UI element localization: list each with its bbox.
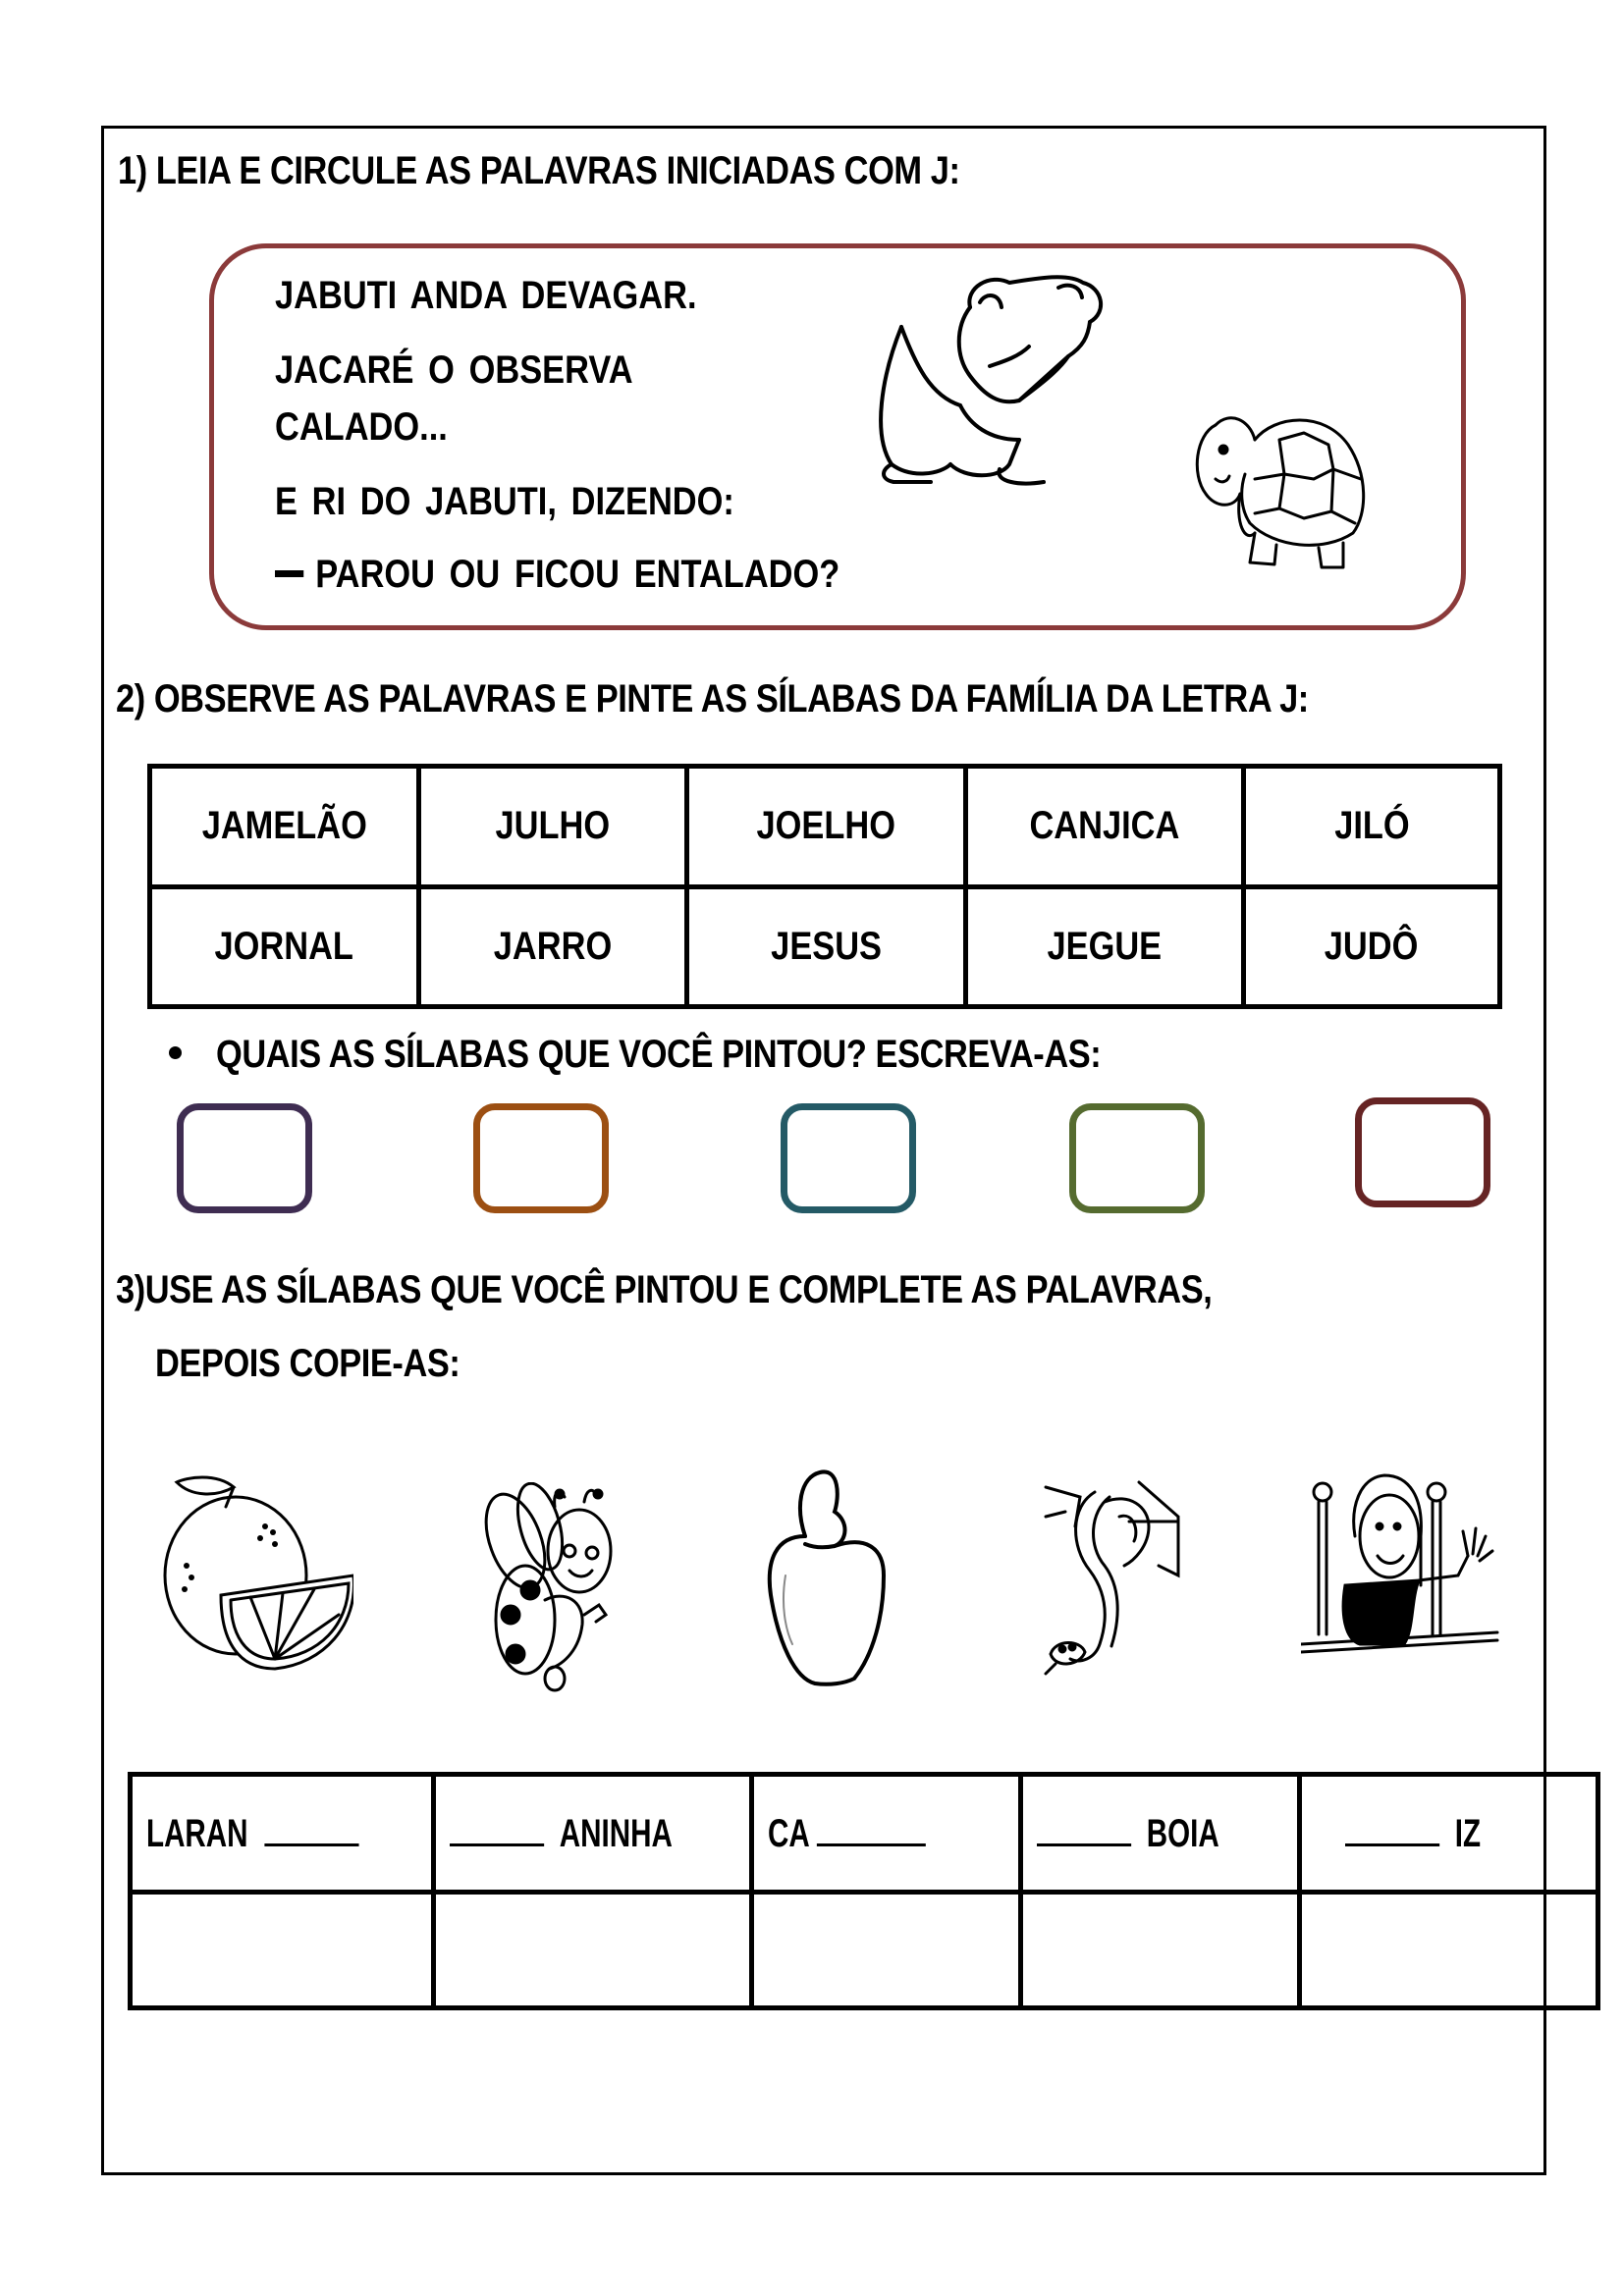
table-row xyxy=(131,1775,1598,1893)
table-row xyxy=(131,1893,1598,2008)
bullet-icon xyxy=(169,1046,182,1059)
question3-title-line1: 3)USE AS SÍLABAS QUE VOCÊ PINTOU E COMPLETE AS PALAVRAS, xyxy=(116,1268,1213,1311)
story-line-5-text[interactable]: PAROU OU FICOU ENTALADO? xyxy=(315,553,840,596)
story-line-3[interactable]: CALADO... xyxy=(275,405,448,449)
table-row xyxy=(150,767,1500,887)
syllable-word-table xyxy=(147,764,1502,1009)
story-line-5[interactable] xyxy=(275,553,839,597)
complete-word-cell-3[interactable]: CA xyxy=(752,1775,1021,1893)
syllable-answer-box-2[interactable] xyxy=(473,1103,609,1213)
syllable-answer-box-5[interactable] xyxy=(1355,1097,1490,1207)
blank-line[interactable] xyxy=(817,1810,926,1846)
dialogue-dash xyxy=(275,570,303,577)
copy-word-cell[interactable] xyxy=(434,1893,752,2008)
orange-illustration xyxy=(157,1468,353,1688)
syllable-prompt: QUAIS AS SÍLABAS QUE VOCÊ PINTOU? ESCREVA-AS: xyxy=(216,1033,1102,1076)
word-cell[interactable]: JOELHO xyxy=(687,767,965,887)
copy-word-cell[interactable] xyxy=(752,1893,1021,2008)
word-cell[interactable]: JILÓ xyxy=(1244,767,1500,887)
syllable-answer-box-1[interactable] xyxy=(177,1103,312,1213)
complete-words-table xyxy=(128,1772,1600,2010)
word-cell[interactable]: JAMELÃO xyxy=(150,767,419,887)
word-cell[interactable]: CANJICA xyxy=(965,767,1244,887)
complete-word-cell-2[interactable]: ANINHA xyxy=(434,1775,752,1893)
word-cell[interactable]: JUDÔ xyxy=(1244,886,1500,1007)
ladybug-illustration xyxy=(476,1482,623,1693)
complete-word-cell-1[interactable]: LARAN xyxy=(131,1775,434,1893)
alligator-illustration xyxy=(872,268,1127,494)
complete-word-cell-5[interactable]: IZ xyxy=(1300,1775,1598,1893)
question3-title-line2: DEPOIS COPIE-AS: xyxy=(155,1342,460,1385)
question2-title: 2) OBSERVE AS PALAVRAS E PINTE AS SÍLABAS DA FAMÍLIA DA LETRA J: xyxy=(116,677,1309,721)
table-row xyxy=(150,886,1500,1007)
syllable-answer-box-4[interactable] xyxy=(1069,1103,1205,1213)
copy-word-cell[interactable] xyxy=(1021,1893,1300,2008)
cashew-illustration xyxy=(761,1468,908,1698)
judge-illustration xyxy=(1301,1468,1507,1664)
word-cell[interactable]: JORNAL xyxy=(150,886,419,1007)
story-box xyxy=(209,243,1466,630)
word-cell[interactable]: JARRO xyxy=(418,886,686,1007)
blank-line[interactable] xyxy=(450,1810,544,1846)
question1-title: 1) LEIA E CIRCULE AS PALAVRAS INICIADAS COM J: xyxy=(118,149,960,192)
blank-line[interactable] xyxy=(1345,1810,1439,1846)
snake-illustration xyxy=(1041,1477,1188,1683)
complete-word-cell-4[interactable]: BOIA xyxy=(1021,1775,1300,1893)
story-line-2[interactable]: JACARÉ O OBSERVA xyxy=(275,348,633,392)
copy-word-cell[interactable] xyxy=(1300,1893,1598,2008)
turtle-illustration xyxy=(1186,386,1382,582)
word-cell[interactable]: JESUS xyxy=(687,886,965,1007)
syllable-answer-box-3[interactable] xyxy=(781,1103,916,1213)
word-cell[interactable]: JEGUE xyxy=(965,886,1244,1007)
blank-line[interactable] xyxy=(264,1810,358,1846)
blank-line[interactable] xyxy=(1037,1810,1131,1846)
story-line-1[interactable]: JABUTI ANDA DEVAGAR. xyxy=(275,274,697,317)
word-cell[interactable]: JULHO xyxy=(418,767,686,887)
story-line-4[interactable]: E RI DO JABUTI, DIZENDO: xyxy=(275,480,734,523)
copy-word-cell[interactable] xyxy=(131,1893,434,2008)
